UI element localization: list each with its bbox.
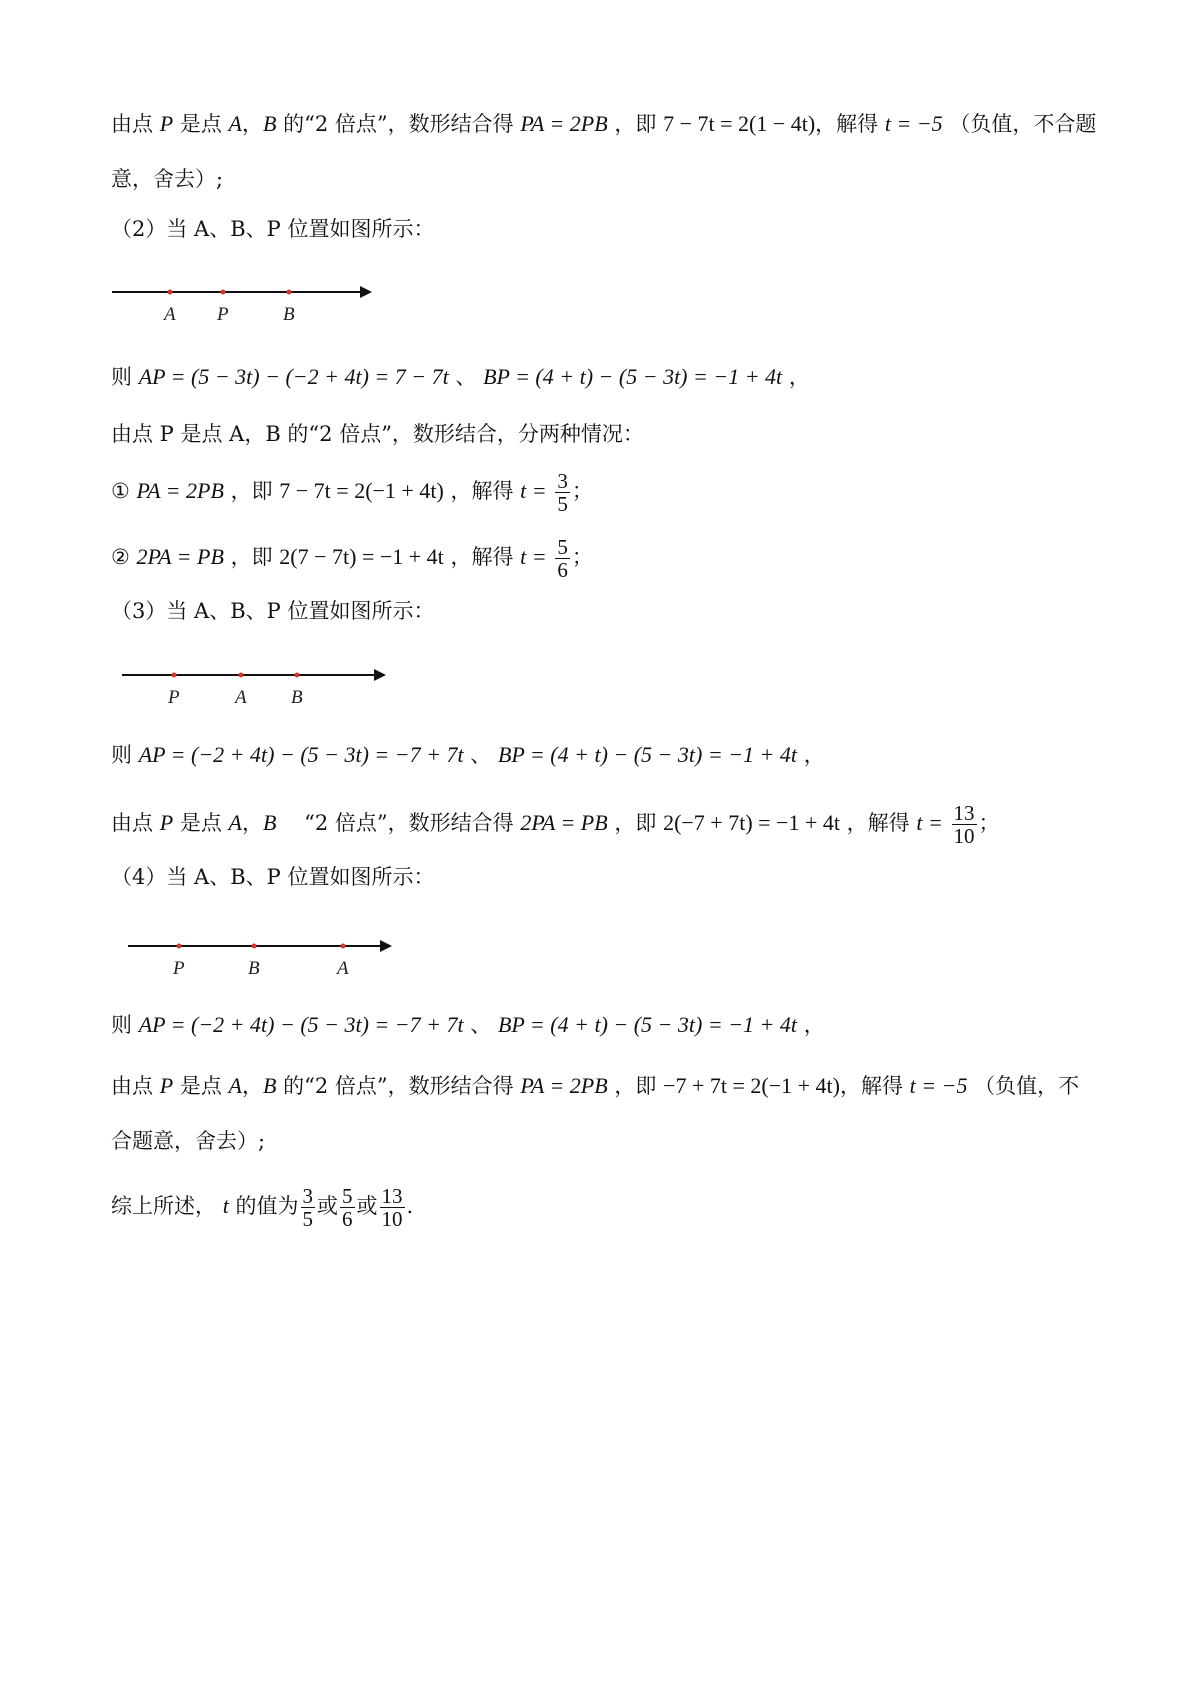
case-3-solution: 由点 P 是点 A，B “2 倍点”，数形结合得 2PA = PB ，即 2(−7 + 7t) = −1 + 4t ，解得 t = $\frac{13}{10}$ ； — [111, 801, 1000, 848]
text-line-ap-bp-case-4: 则 AP = (−2 + 4t) − (5 − 3t) = −7 + 7t 、 BP = (4 + t) − (5 − 3t) = −1 + 4t ， — [111, 1012, 825, 1037]
text-line-ap-bp-case-2: 则 AP = (5 − 3t) − (−2 + 4t) = 7 − 7t 、 BP = (4 + t) − (5 − 3t) = −1 + 4t ， — [111, 364, 810, 389]
label-b: B — [248, 958, 260, 979]
case-3-heading: （3）当 A、B、P 位置如图所示： — [111, 599, 435, 623]
fraction-5-6: $\frac{5}{6}$ — [557, 535, 568, 582]
point-a — [168, 290, 173, 295]
number-line-case-3 — [118, 663, 388, 713]
point-b — [252, 944, 257, 949]
point-p — [177, 944, 182, 949]
fraction-3-5-final: $\frac{3}{5}$ — [302, 1184, 313, 1231]
label-a: A — [235, 687, 247, 708]
point-p — [172, 673, 177, 678]
label-b: B — [291, 687, 303, 708]
case-2-sub-1: ① PA = 2PB ，即 7 − 7t = 2(−1 + 4t) ，解得 t = $\frac{3}{5}$ ； — [111, 469, 593, 516]
label-p: P — [168, 687, 180, 708]
point-b — [295, 673, 300, 678]
text-line-14: 合题意，舍去）; — [111, 1129, 266, 1153]
point-p — [221, 290, 226, 295]
text-line-5: 由点 P 是点 A，B 的“2 倍点”，数形结合，分两种情况： — [111, 422, 644, 446]
case-2-heading: （2）当 A、B、P 位置如图所示： — [111, 217, 435, 241]
text-line-ap-bp-case-3: 则 AP = (−2 + 4t) − (5 − 3t) = −7 + 7t 、 BP = (4 + t) − (5 − 3t) = −1 + 4t ， — [111, 742, 825, 767]
fraction-13-10: $\frac{13}{10}$ — [953, 801, 975, 848]
case-2-sub-2: ② 2PA = PB ，即 2(7 − 7t) = −1 + 4t ，解得 t = $\frac{5}{6}$ ； — [111, 535, 593, 582]
number-line-case-2 — [110, 280, 380, 330]
conclusion: 综上所述， t 的值为 $\frac{3}{5}$ 或 $\frac{5}{6}$ 或 $\frac{13}{10}$ . — [111, 1184, 414, 1231]
fraction-13-10-final: $\frac{13}{10}$ — [381, 1184, 403, 1231]
text-line-2: 意，舍去）; — [111, 167, 224, 191]
label-b: B — [283, 304, 295, 325]
number-line-case-4 — [126, 934, 396, 984]
label-p: P — [173, 958, 185, 979]
label-a: A — [337, 958, 349, 979]
fraction-5-6-final: $\frac{5}{6}$ — [342, 1184, 353, 1231]
case-4-heading: （4）当 A、B、P 位置如图所示： — [111, 865, 435, 889]
text-line-1: 由点 P 是点 A，B 的“2 倍点”，数形结合得 PA = 2PB ，即 7 − 7t = 2(1 − 4t)，解得 t = −5 （负值，不合题 — [111, 111, 1097, 136]
point-a — [341, 944, 346, 949]
fraction-3-5: $\frac{3}{5}$ — [557, 469, 568, 516]
point-a — [239, 673, 244, 678]
label-a: A — [164, 304, 176, 325]
point-b — [287, 290, 292, 295]
case-4-solution: 由点 P 是点 A，B 的“2 倍点”，数形结合得 PA = 2PB ，即 −7 + 7t = 2(−1 + 4t)，解得 t = −5 （负值，不 — [111, 1073, 1080, 1098]
label-p: P — [217, 304, 229, 325]
